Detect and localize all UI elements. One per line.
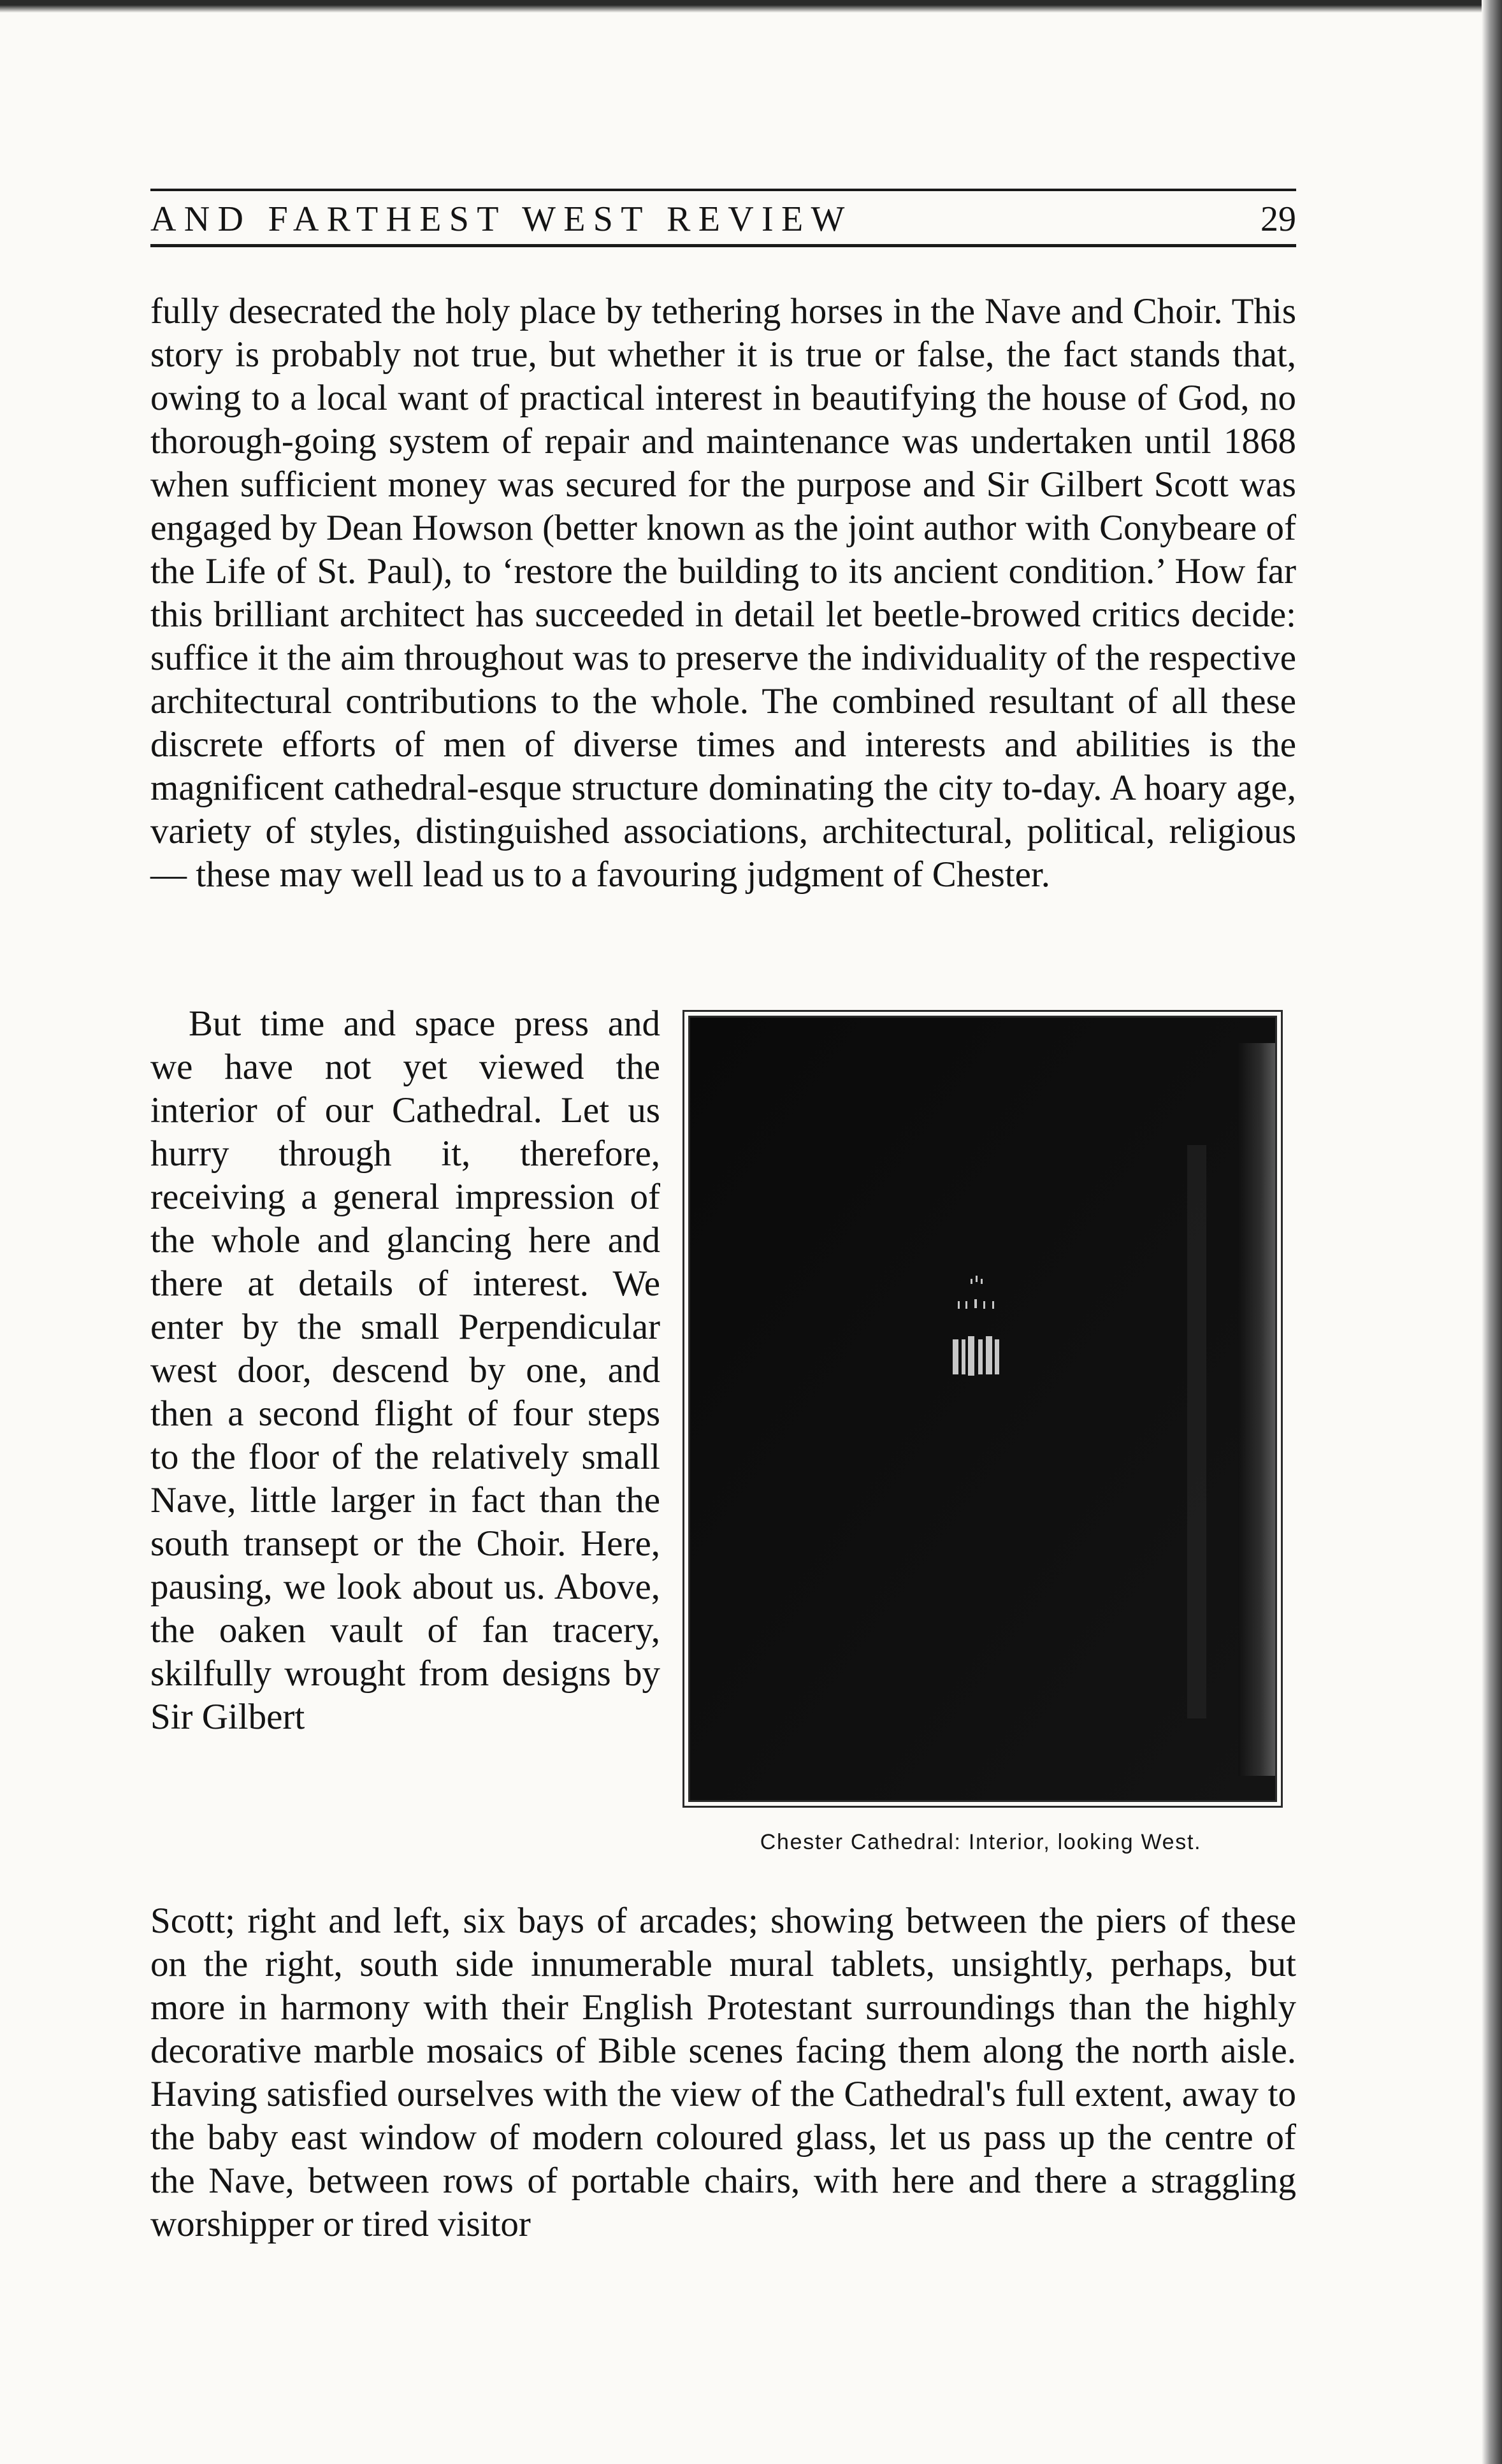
- page-number: 29: [1260, 199, 1296, 239]
- photo-interior-illustration: [690, 1018, 1275, 1800]
- running-head: [150, 194, 1296, 247]
- paragraph-text: fully desecrated the holy place by tethering horses in the Nave and Choir. This story is probably not true, but whether it is true or false, the fact stands that, owing to a local want of practical interest in beautifying the house of God, no thorough-going system of repair and maintenance was undertaken until 1868 when sufficient money was secured for the purpose and Sir Gilbert Scott was engaged by Dean Howson (better known as the joint author with Conybeare of the Life of St. Paul), to ‘restore the building to its ancient condition.’ How far this brilliant architect has succeeded in detail let beetle-browed critics decide: suffice it the aim throughout was to preserve the individuality of the respective architectural contributions to the whole. The combined resultant of all these discrete efforts of men of diverse times and interests and abilities is the magnificent cathedral-esque structure dominating the city to-day. A hoary age, variety of styles, distinguished associations, architectural, political, religious— these may well lead us to a favouring judgment of Chester.: [150, 291, 1296, 895]
- page-top-edge: [0, 0, 1502, 13]
- figure-caption: Chester Cathedral: Interior, looking West.: [760, 1830, 1202, 1854]
- body-paragraph-3: [150, 1899, 1296, 2246]
- paragraph-text: But time and space press and we have not yet viewed the interior of our Cathedral. Let us hurry through it, therefore, receiving a general impression of the whole and glancing here and there at details of interest. We enter by the small Perpendicular west door, descend by one, and then a second flight of four steps to the floor of the relatively small Nave, little larger in fact than the south transept or the Choir. Here, pausing, we look about us. Above, the oaken vault of fan tracery, skilfully wrought from designs by Sir Gilbert: [150, 1004, 660, 1737]
- paragraph-text: Scott; right and left, six bays of arcades; showing between the piers of these on the right, south side innumerable mural tablets, unsightly, perhaps, but more in harmony with their English Protestant surroundings than the highly decorative marble mosaics of Bible scenes facing them along the north aisle. Having satisfied ourselves with the view of the Cathedral's full extent, away to the baby east window of modern coloured glass, let us pass up the centre of the Nave, between rows of portable chairs, with here and there a straggling worshipper or tired visitor: [150, 1901, 1296, 2244]
- body-paragraph-1: [150, 290, 1296, 897]
- header-rule: [150, 189, 1296, 191]
- running-head-title: AND FARTHEST WEST REVIEW: [150, 199, 853, 239]
- body-paragraph-2: [150, 1002, 660, 1739]
- cathedral-photograph: [688, 1016, 1277, 1802]
- page-binding-edge: [1482, 0, 1502, 2464]
